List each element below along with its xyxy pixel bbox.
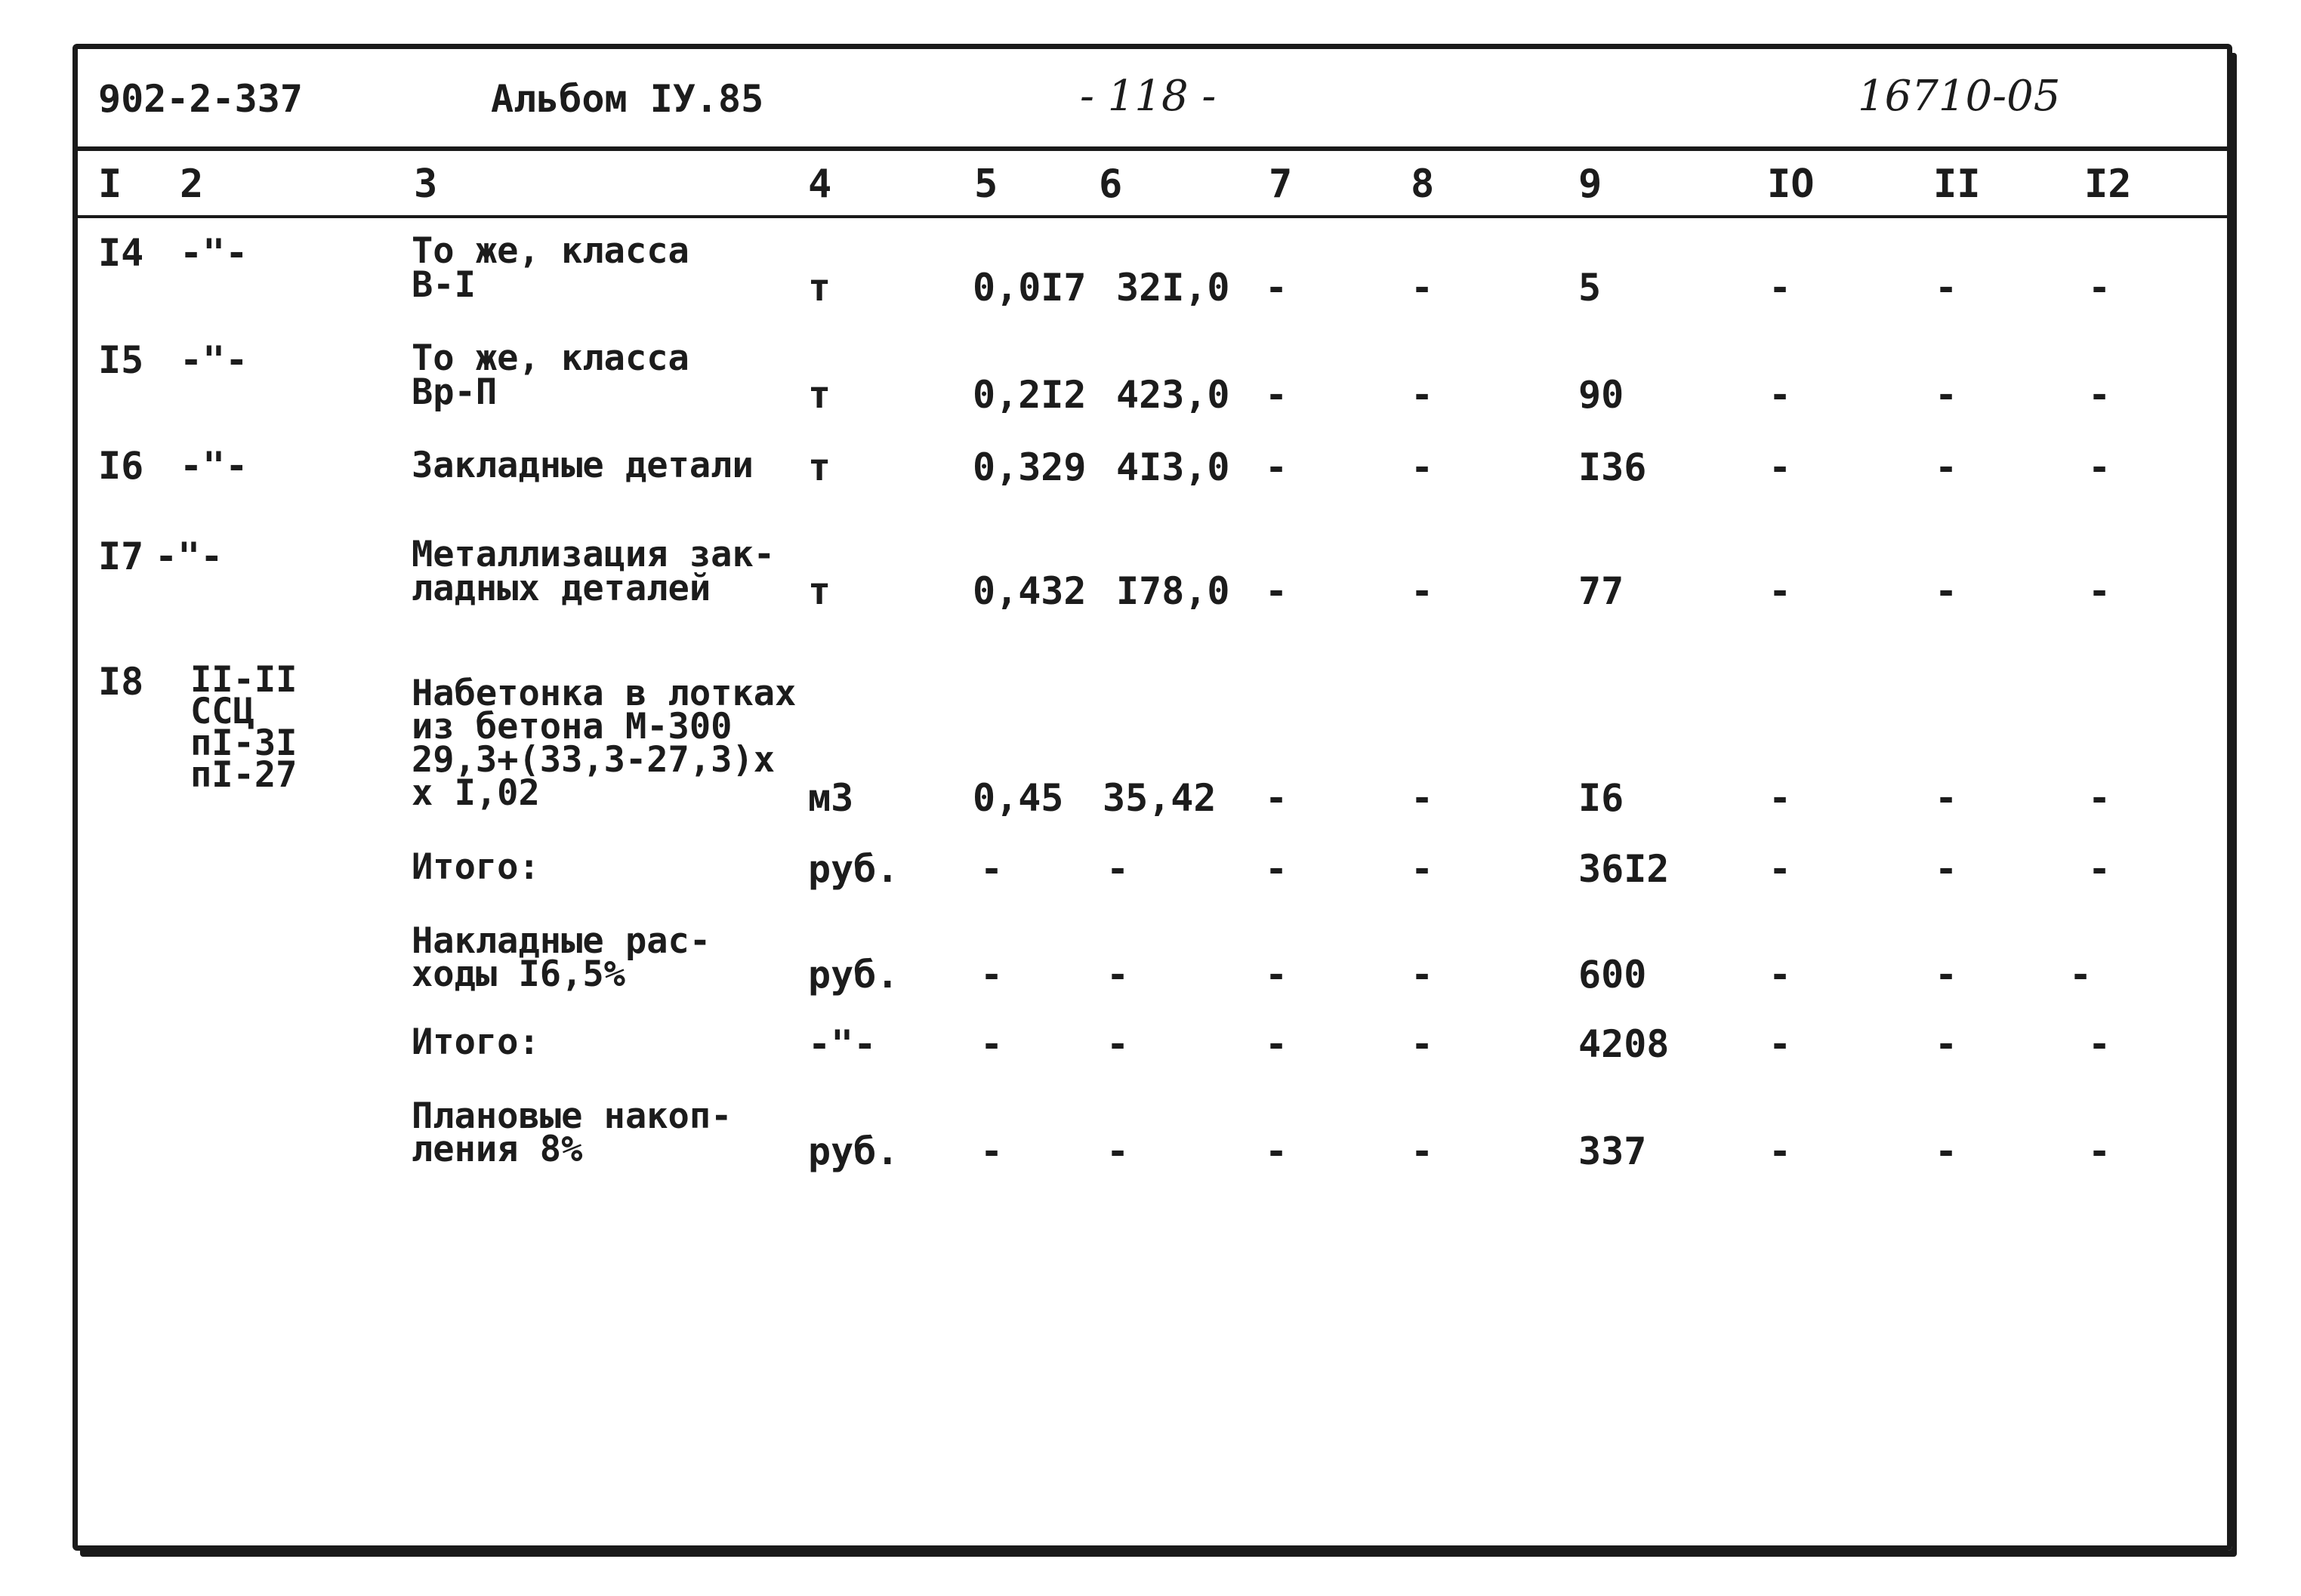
row-ref: -"- — [180, 338, 248, 382]
row-price: - — [1106, 953, 1130, 997]
row-col10: - — [1769, 445, 1792, 489]
row-ref-line: пI-3I — [190, 723, 298, 764]
row-quantity: - — [980, 847, 1004, 891]
row-price: 32I,0 — [1116, 266, 1230, 310]
row-unit: т — [808, 445, 831, 489]
doc-code: 16710-05 — [1858, 72, 2061, 121]
row-name-line: 29,3+(33,3-27,3)х — [412, 739, 776, 781]
col-header-4: 4 — [808, 162, 832, 207]
col-header-10: IO — [1767, 162, 1815, 207]
row-name-line: Плановые накоп- — [412, 1095, 733, 1137]
row-col11: - — [1935, 953, 1958, 997]
row-ref: -"- — [180, 444, 248, 488]
row-ref-line: II-II — [190, 659, 298, 701]
col-header-8: 8 — [1411, 162, 1435, 207]
row-name-line: ладных деталей — [412, 568, 711, 609]
row-col10: - — [1769, 953, 1792, 997]
row-ref: -"- — [155, 535, 224, 578]
row-unit: т — [808, 569, 831, 613]
row-number: I8 — [98, 660, 144, 704]
row-col12: - — [2069, 953, 2093, 997]
row-col7: - — [1265, 569, 1288, 613]
row-total: I36 — [1578, 445, 1647, 489]
row-name-line: Набетонка в лотках — [412, 673, 797, 714]
row-col10: - — [1769, 266, 1792, 310]
row-name-line: ления 8% — [412, 1129, 583, 1170]
column-header-rule — [78, 215, 2227, 218]
row-col11: - — [1935, 1129, 1958, 1173]
row-col10: - — [1769, 1129, 1792, 1173]
row-name-line: Металлизация зак- — [412, 534, 776, 575]
row-col7: - — [1265, 847, 1288, 891]
row-total: 90 — [1578, 373, 1624, 417]
row-col12: - — [2088, 847, 2111, 891]
row-col11: - — [1935, 569, 1958, 613]
row-col10: - — [1769, 1022, 1792, 1066]
col-header-7: 7 — [1269, 162, 1293, 207]
row-name-line: Закладные детали — [412, 445, 754, 486]
row-price: 423,0 — [1116, 373, 1230, 417]
row-number: I5 — [98, 338, 144, 382]
row-col11: - — [1935, 1022, 1958, 1066]
row-unit: руб. — [808, 847, 899, 891]
row-total: 337 — [1578, 1129, 1647, 1173]
row-col8: - — [1411, 953, 1434, 997]
row-col8: - — [1411, 373, 1434, 417]
row-col12: - — [2088, 569, 2111, 613]
row-total: I6 — [1578, 776, 1624, 820]
row-number: I4 — [98, 231, 144, 275]
row-name-line: В-I — [412, 264, 476, 306]
row-col8: - — [1411, 266, 1434, 310]
album-label: Альбом IУ.85 — [491, 77, 764, 121]
row-col8: - — [1411, 847, 1434, 891]
row-quantity: - — [980, 1022, 1004, 1066]
row-col11: - — [1935, 445, 1958, 489]
row-name-line: Накладные рас- — [412, 920, 711, 962]
row-col12: - — [2088, 266, 2111, 310]
row-col7: - — [1265, 266, 1288, 310]
doc-number: 902-2-337 — [98, 77, 303, 121]
row-col10: - — [1769, 776, 1792, 820]
row-name-line: Итого: — [412, 846, 540, 888]
col-header-11: II — [1933, 162, 1981, 207]
row-ref: -"- — [180, 231, 248, 275]
row-unit: руб. — [808, 953, 899, 997]
row-col7: - — [1265, 373, 1288, 417]
row-name-line: То же, класса — [412, 230, 689, 272]
col-header-6: 6 — [1099, 162, 1123, 207]
row-col7: - — [1265, 445, 1288, 489]
row-price: 35,42 — [1103, 776, 1217, 820]
row-col10: - — [1769, 569, 1792, 613]
col-header-5: 5 — [974, 162, 998, 207]
row-quantity: 0,2I2 — [973, 373, 1087, 417]
row-col8: - — [1411, 776, 1434, 820]
row-price: - — [1106, 1022, 1130, 1066]
col-header-3: 3 — [414, 162, 438, 207]
row-unit: т — [808, 266, 831, 310]
col-header-1: I — [98, 162, 122, 207]
row-col11: - — [1935, 266, 1958, 310]
row-total: 5 — [1578, 266, 1602, 310]
row-ref-line: ССЦ — [190, 691, 254, 732]
row-quantity: 0,45 — [973, 776, 1064, 820]
row-unit: т — [808, 373, 831, 417]
row-unit: руб. — [808, 1129, 899, 1173]
row-quantity: 0,329 — [973, 445, 1087, 489]
row-col12: - — [2088, 1129, 2111, 1173]
row-col8: - — [1411, 1129, 1434, 1173]
row-total: 77 — [1578, 569, 1624, 613]
row-name-line: х I,02 — [412, 772, 540, 814]
row-col7: - — [1265, 953, 1288, 997]
row-name-line: То же, класса — [412, 337, 689, 379]
row-col12: - — [2088, 445, 2111, 489]
header-rule — [78, 146, 2227, 151]
row-col11: - — [1935, 776, 1958, 820]
row-total: 600 — [1578, 953, 1647, 997]
row-name-line: Итого: — [412, 1021, 540, 1063]
row-price: - — [1106, 1129, 1130, 1173]
row-col11: - — [1935, 847, 1958, 891]
row-price: I78,0 — [1116, 569, 1230, 613]
row-number: I7 — [98, 535, 144, 578]
row-col12: - — [2088, 1022, 2111, 1066]
page-number: - 118 - — [1080, 72, 1217, 121]
row-total: 36I2 — [1578, 847, 1670, 891]
row-quantity: 0,0I7 — [973, 266, 1087, 310]
row-col7: - — [1265, 1129, 1288, 1173]
row-number: I6 — [98, 444, 144, 488]
row-col8: - — [1411, 569, 1434, 613]
row-quantity: - — [980, 953, 1004, 997]
row-price: 4I3,0 — [1116, 445, 1230, 489]
row-col7: - — [1265, 776, 1288, 820]
row-unit: м3 — [808, 776, 854, 820]
col-header-2: 2 — [180, 162, 204, 207]
col-header-12: I2 — [2084, 162, 2132, 207]
row-total: 4208 — [1578, 1022, 1670, 1066]
row-quantity: - — [980, 1129, 1004, 1173]
row-unit: -"- — [808, 1022, 877, 1066]
row-col8: - — [1411, 1022, 1434, 1066]
row-name-line: ходы I6,5% — [412, 954, 625, 995]
row-col7: - — [1265, 1022, 1288, 1066]
row-price: - — [1106, 847, 1130, 891]
row-col10: - — [1769, 847, 1792, 891]
row-col8: - — [1411, 445, 1434, 489]
row-col10: - — [1769, 373, 1792, 417]
row-name-line: Вр-П — [412, 371, 498, 413]
row-ref-line: пI-27 — [190, 754, 298, 796]
row-quantity: 0,432 — [973, 569, 1087, 613]
row-name-line: из бетона М-300 — [412, 706, 733, 747]
row-col12: - — [2088, 373, 2111, 417]
col-header-9: 9 — [1578, 162, 1602, 207]
row-col11: - — [1935, 373, 1958, 417]
row-col12: - — [2088, 776, 2111, 820]
